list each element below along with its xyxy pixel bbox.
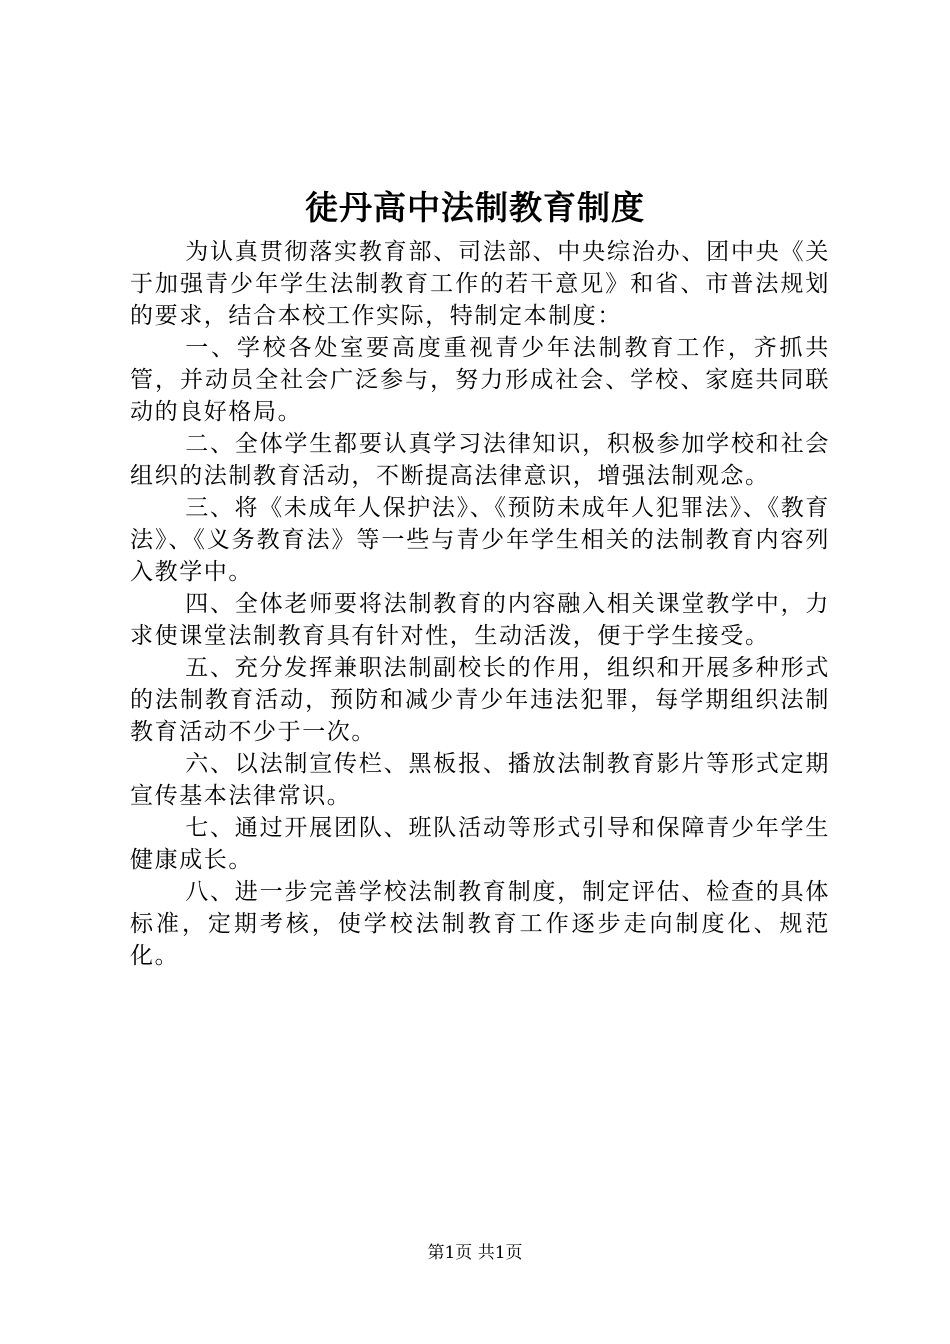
document-title: 徒丹高中法制教育制度 xyxy=(305,188,645,227)
paragraph-item-7: 七、通过开展团队、班队活动等形式引导和保障青少年学生健康成长。 xyxy=(130,815,830,873)
document-body xyxy=(130,236,830,972)
paragraph-item-1: 一、学校各处室要高度重视青少年法制教育工作，齐抓共管，并动员全社会广泛参与，努力形成社会、学校、家庭共同联动的良好格局。 xyxy=(130,335,830,425)
paragraph-item-8: 八、进一步完善学校法制教育制度，制定评估、检查的具体标准，定期考核，使学校法制教育工作逐步走向制度化、规范化。 xyxy=(130,879,830,969)
paragraph-intro: 为认真贯彻落实教育部、司法部、中央综治办、团中央《关于加强青少年学生法制教育工作的若干意见》和省、市普法规划的要求，结合本校工作实际，特制定本制度： xyxy=(130,239,830,329)
paragraph-item-4: 四、全体老师要将法制教育的内容融入相关课堂教学中，力求使课堂法制教育具有针对性，生动活泼，便于学生接受。 xyxy=(130,591,830,649)
paragraph-item-3: 三、将《未成年人保护法》、《预防未成年人犯罪法》、《教育法》、《义务教育法》等一些与青少年学生相关的法制教育内容列入教学中。 xyxy=(130,495,830,585)
paragraph-item-5: 五、充分发挥兼职法制副校长的作用，组织和开展多种形式的法制教育活动，预防和减少青少年违法犯罪，每学期组织法制教育活动不少于一次。 xyxy=(130,655,830,745)
paragraph-item-2: 二、全体学生都要认真学习法律知识，积极参加学校和社会组织的法制教育活动，不断提高法律意识，增强法制观念。 xyxy=(130,431,830,489)
page-footer: 第1页 共1页 xyxy=(427,1243,523,1263)
paragraph-item-6: 六、以法制宣传栏、黑板报、播放法制教育影片等形式定期宣传基本法律常识。 xyxy=(130,751,830,809)
